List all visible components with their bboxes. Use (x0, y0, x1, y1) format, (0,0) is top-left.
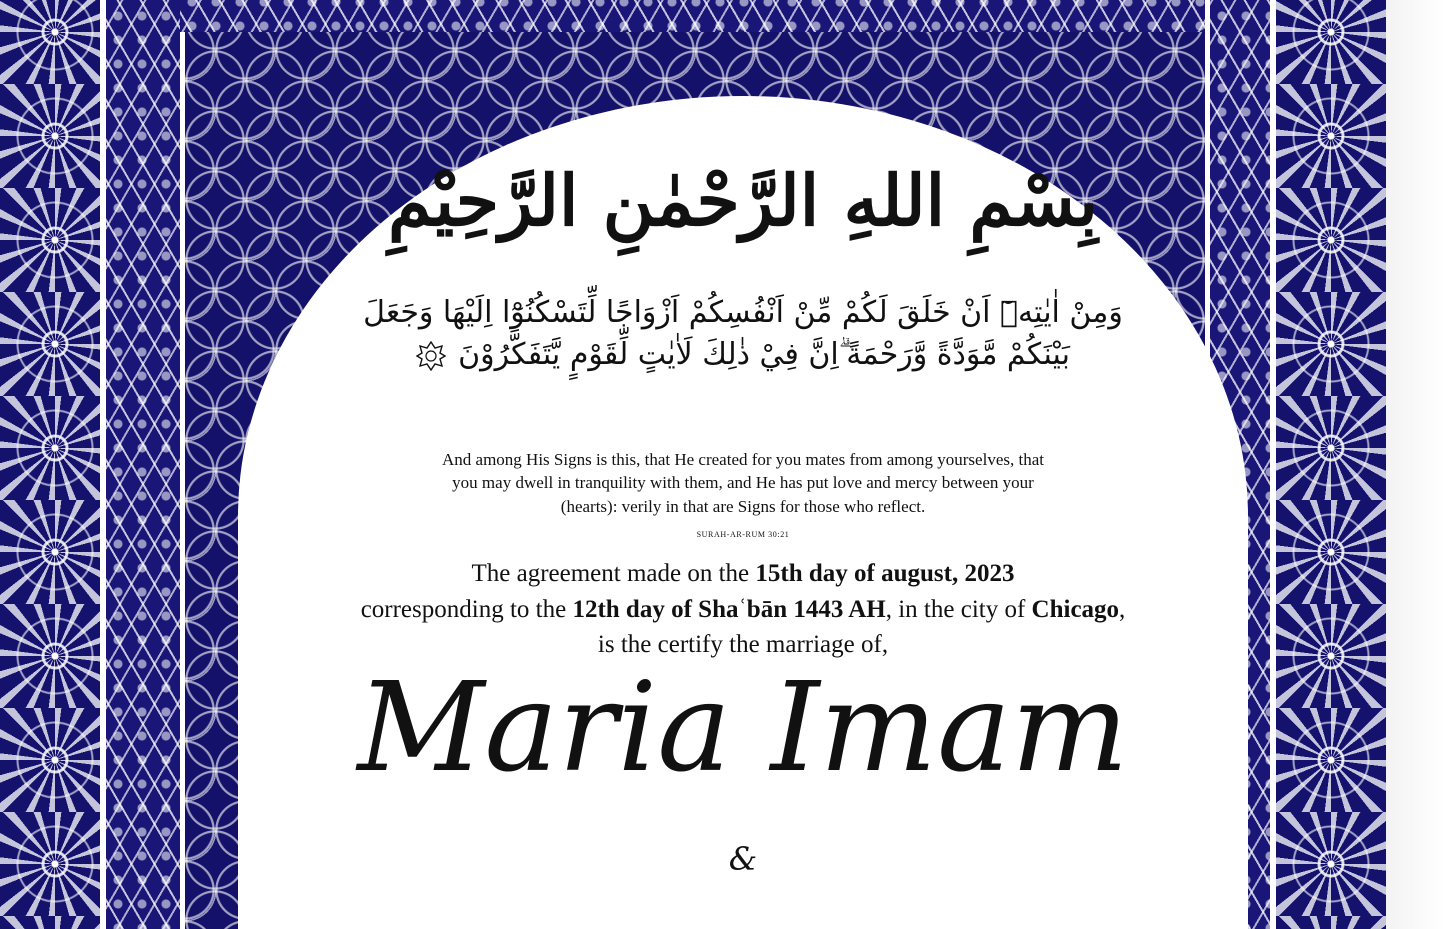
agreement-line-1 (268, 556, 1218, 592)
agreement-line-3: is the certify the marriage of, (597, 631, 889, 658)
translation-line-1: And among His Signs is this, that He created for you mates from among yourselves, that (442, 450, 1044, 469)
quran-verse-arabic (278, 292, 1208, 376)
agreement-middle-2: , in the city of (885, 595, 1032, 623)
left-vine-border (106, 0, 180, 929)
certificate-content (238, 96, 1248, 929)
left-floral-border (0, 0, 100, 929)
ayah-line-2 (278, 334, 1208, 376)
right-floral-border (1276, 0, 1386, 929)
agreement-prefix-1: The agreement made on the (471, 560, 756, 587)
agreement-line-2 (268, 592, 1218, 628)
bride-name: Maria Imam (357, 656, 1129, 800)
agreement-text (268, 556, 1218, 663)
ayah-line-1: وَمِنْ اٰيٰتِهٖٓ اَنْ خَلَقَ لَكُمْ مِّنْ اَنْفُسِكُمْ اَزْوَاجًا لِّتَسْكُنُوْٓا اِلَيْهَا وَجَعَلَ (363, 295, 1123, 330)
agreement-suffix-2: , (1119, 595, 1126, 623)
bismillah-calligraphy: بِسْمِ اللهِ الرَّحْمٰنِ الرَّحِيْمِ (388, 159, 1098, 242)
translation-line-3: (hearts): verily in that are Signs for those who reflect. (560, 496, 926, 516)
verse-translation (308, 448, 1178, 518)
top-vine-border (180, 0, 1210, 32)
gregorian-date: 15th day of august, 2023 (755, 560, 1015, 587)
agreement-prefix-2: corresponding to the (360, 595, 573, 623)
translation-line-2: you may dwell in tranquility with them, and He has put love and mercy between your (452, 473, 1034, 493)
city-name: Chicago (1031, 595, 1120, 623)
page-margin (1386, 0, 1445, 929)
ayah-line-2-text: بَيْنَكُمْ مَّوَدَّةً وَّرَحْمَةً ۗاِنَّ فِيْ ذٰلِكَ لَاٰيٰتٍ لِّقَوْمٍ يَّتَفَكَّرُوْنَ (458, 337, 1070, 372)
verse-reference: SURAH-AR-RUM 30:21 (696, 530, 790, 539)
ampersand: & (728, 840, 758, 878)
hijri-date: 12th day of Shaʿbān 1443 AH (572, 595, 886, 623)
ayah-end-star-icon (416, 341, 446, 371)
